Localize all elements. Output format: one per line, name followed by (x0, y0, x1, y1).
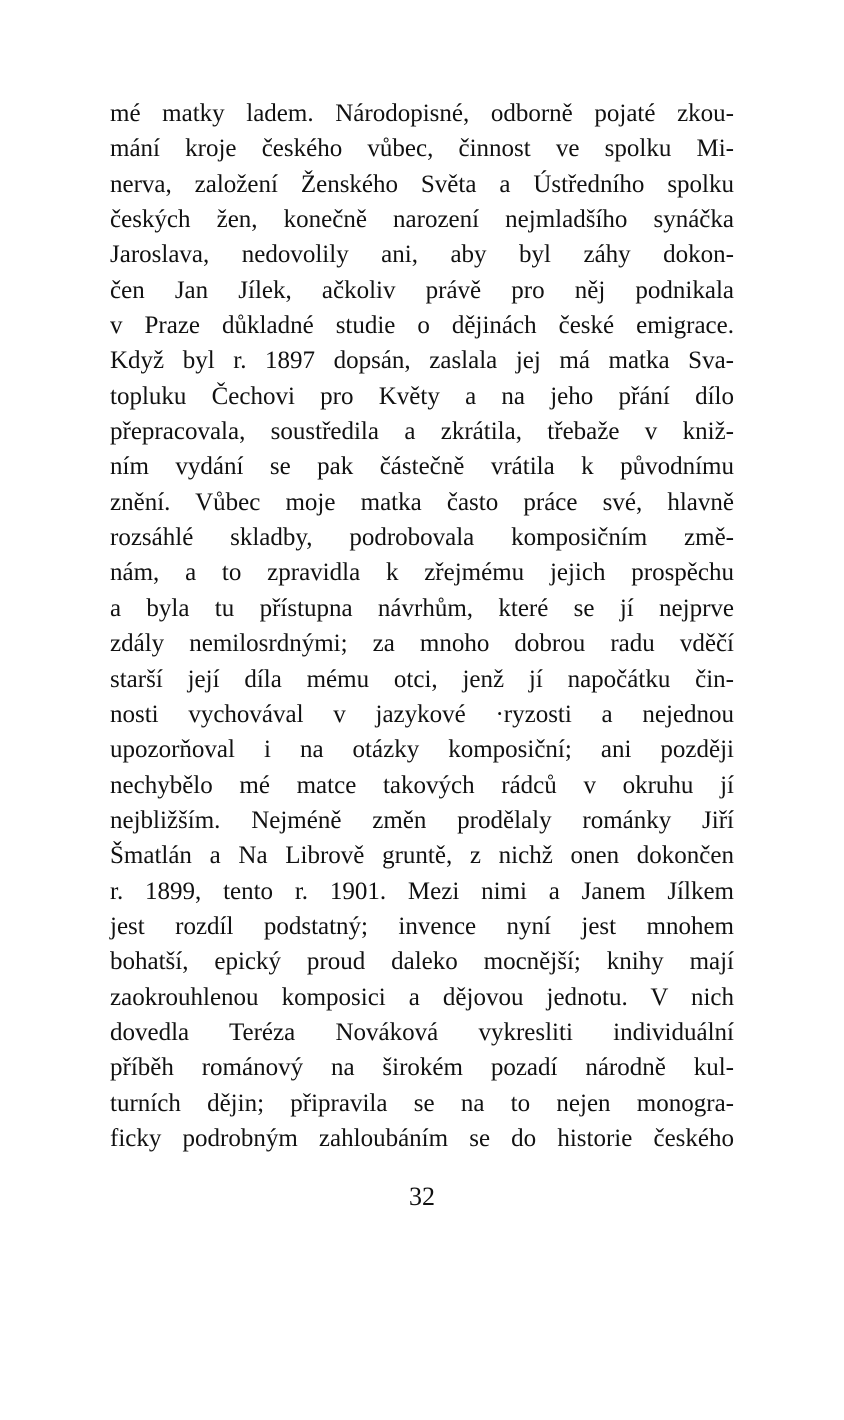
text-line: rozsáhlé skladby, podrobovala komposičním změ- (110, 524, 734, 552)
text-line: Když byl r. 1897 dopsán, zaslala jej má matka Sva- (110, 347, 734, 375)
text-line: a byla tu přístupna návrhům, které se jí nejprve (110, 594, 734, 622)
text-line: nerva, založení Ženského Světa a Ústředního spolku (110, 170, 734, 198)
text-line: českých žen, konečně narození nejmladšího synáčka (110, 206, 734, 234)
text-line: r. 1899, tento r. 1901. Mezi nimi a Janem Jílkem (110, 877, 734, 905)
text-line: ficky podrobným zahloubáním se do historie českého (110, 1124, 734, 1152)
text-line: starší její díla mému otci, jenž jí napočátku čin- (110, 665, 734, 693)
page-number: 32 (409, 1182, 435, 1211)
text-line: Jaroslava, nedovolily ani, aby byl záhy dokon- (110, 241, 734, 269)
text-line: zaokrouhlenou komposici a dějovou jednotu. V nich (110, 983, 734, 1011)
text-line: dovedla Teréza Nováková vykresliti individuální (110, 1018, 734, 1046)
text-line: přepracovala, soustředila a zkrátila, třebaže v kniž- (110, 418, 734, 446)
text-line: čen Jan Jílek, ačkoliv právě pro něj podnikala (110, 276, 734, 304)
text-line: topluku Čechovi pro Květy a na jeho přání dílo (110, 382, 734, 410)
text-line: příběh románový na širokém pozadí národně kul- (110, 1054, 734, 1082)
text-line: znění. Vůbec moje matka často práce své, hlavně (110, 488, 734, 516)
text-line: zdály nemilosrdnými; za mnoho dobrou radu vděčí (110, 630, 734, 658)
text-line: v Praze důkladné studie o dějinách české emigrace. (110, 312, 734, 340)
text-line: jest rozdíl podstatný; invence nyní jest mnohem (110, 912, 734, 940)
text-line: ním vydání se pak částečně vrátila k původnímu (110, 453, 734, 481)
text-line: upozorňoval i na otázky komposiční; ani později (110, 736, 734, 764)
text-line: mé matky ladem. Národopisné, odborně pojaté zkou- (110, 100, 734, 127)
text-line: turních dějin; připravila se na to nejen monogra- (110, 1089, 734, 1117)
text-line: nám, a to zpravidla k zřejmému jejich prospěchu (110, 559, 734, 587)
body-text (110, 96, 734, 1156)
text-line: nejbližším. Nejméně změn prodělaly románky Jiří (110, 806, 734, 834)
text-line: nosti vychovával v jazykové ·ryzosti a nejednou (110, 700, 734, 728)
text-line: bohatší, epický proud daleko mocnější; knihy mají (110, 948, 734, 976)
text-line: nechybělo mé matce takových rádců v okruhu jí (110, 771, 734, 799)
text-line: mání kroje českého vůbec, činnost ve spolku Mi- (110, 135, 734, 163)
text-line: Šmatlán a Na Librově gruntě, z nichž onen dokončen (110, 842, 734, 870)
